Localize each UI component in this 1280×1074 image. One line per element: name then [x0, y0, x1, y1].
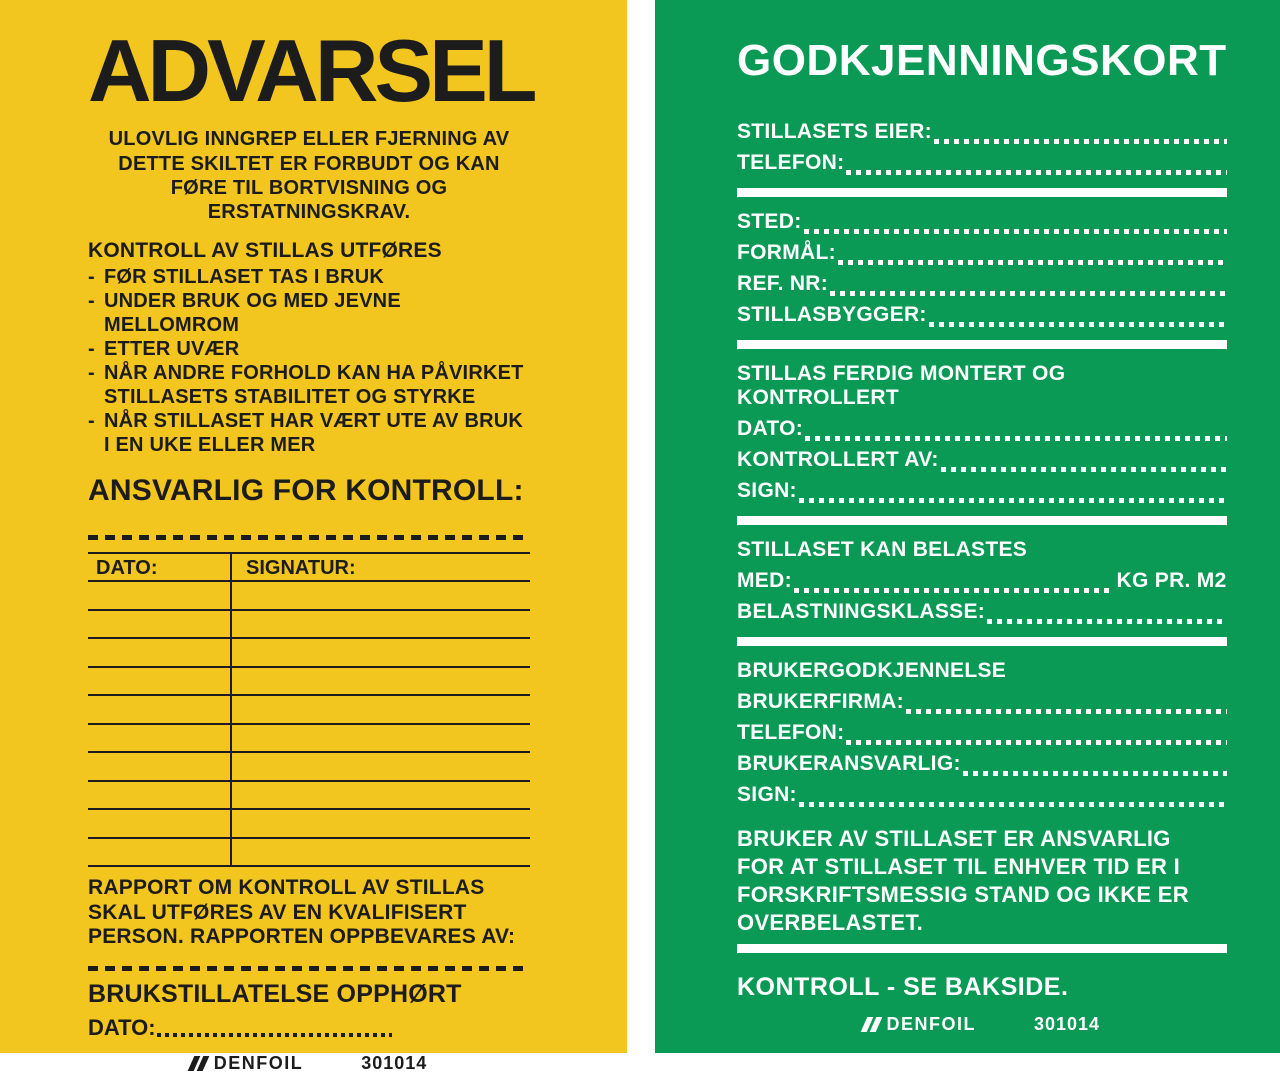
list-bullet: -: [88, 409, 95, 432]
form-field-owner: [737, 120, 1227, 151]
field-label: SIGN:: [737, 783, 797, 806]
permit-date-field: [88, 1015, 530, 1041]
denfoil-logo: [191, 1053, 304, 1074]
form-field-date: [737, 417, 1227, 448]
date-cell: [88, 611, 232, 638]
table-row: [88, 839, 530, 868]
brand-row: [737, 1014, 1227, 1035]
load-unit-label: KG PR. M2: [1116, 569, 1227, 592]
brand-name: DENFOIL: [886, 1013, 976, 1034]
list-item-text: NÅR STILLASET HAR VÆRT UTE AV BRUK I EN UKE ELLER MER: [104, 409, 524, 456]
control-heading: KONTROLL AV STILLAS UTFØRES: [88, 238, 442, 262]
signature-cell: [232, 782, 530, 809]
field-label: STILLASETS EIER:: [737, 120, 932, 143]
date-cell: [88, 725, 232, 752]
owner-section: [737, 120, 1227, 182]
form-field-sign: [737, 479, 1227, 510]
product-code: 301014: [1034, 1013, 1101, 1034]
form-field-load-class: [737, 600, 1227, 631]
fill-in-dotted-leader: [987, 619, 1227, 624]
approval-title: GODKJENNINGSKORT: [737, 36, 1227, 85]
field-label: STILLASBYGGER:: [737, 303, 927, 326]
column-header-date: DATO:: [88, 554, 232, 581]
form-field-place: [737, 210, 1227, 241]
table-row: [88, 611, 530, 640]
fill-in-dotted-leader: [846, 170, 1226, 175]
date-cell: [88, 582, 232, 609]
list-item-text: FØR STILLASET TAS I BRUK: [104, 265, 384, 288]
signature-cell: [232, 639, 530, 666]
field-label: STED:: [737, 210, 802, 233]
date-cell: [88, 810, 232, 837]
list-item: [88, 265, 530, 289]
date-cell: [88, 839, 232, 866]
list-item: [88, 409, 530, 457]
field-label: SIGN:: [737, 479, 797, 502]
table-row: [88, 782, 530, 811]
fill-in-dotted-leader: [941, 467, 1227, 472]
table-row: [88, 696, 530, 725]
approval-card: [655, 0, 1280, 1053]
field-label: FORMÅL:: [737, 241, 836, 264]
product-code: 301014: [361, 1052, 428, 1073]
date-cell: [88, 753, 232, 780]
date-cell: [88, 696, 232, 723]
date-label: DATO:: [88, 1014, 156, 1040]
section-heading: STILLAS FERDIG MONTERT OG KONTROLLERT: [737, 362, 1066, 409]
signature-cell: [232, 611, 530, 638]
date-cell: [88, 639, 232, 666]
form-field-controlled-by: [737, 448, 1227, 479]
section-divider: [737, 944, 1227, 953]
section-heading: BRUKERGODKJENNELSE: [737, 659, 1007, 682]
list-bullet: -: [88, 361, 95, 384]
signature-cell: [232, 582, 530, 609]
field-label: BRUKERANSVARLIG:: [737, 752, 961, 775]
site-section: [737, 210, 1227, 334]
field-label: BRUKERFIRMA:: [737, 690, 904, 713]
field-label: BELASTNINGSKLASSE:: [737, 600, 986, 623]
form-field-phone: [737, 151, 1227, 182]
load-section: [737, 538, 1227, 631]
form-field-load: [737, 569, 1227, 600]
list-item-text: UNDER BRUK OG MED JEVNE MELLOMROM: [104, 289, 401, 336]
list-bullet: -: [88, 289, 95, 312]
card-gutter: [627, 0, 655, 1053]
fill-in-dotted-leader: [805, 436, 1227, 441]
table-row: [88, 753, 530, 782]
signature-cell: [232, 725, 530, 752]
table-header-row: [88, 554, 530, 583]
control-checklist: [88, 265, 530, 457]
list-item: [88, 289, 530, 337]
field-label: DATO:: [737, 417, 804, 440]
signature-cell: [232, 753, 530, 780]
date-cell: [88, 668, 232, 695]
table-row: [88, 639, 530, 668]
fill-in-dotted-leader: [934, 139, 1227, 144]
list-bullet: -: [88, 265, 95, 288]
fill-in-dotted-leader: [846, 740, 1226, 745]
report-note: RAPPORT OM KONTROLL AV STILLAS SKAL UTFØRES AV EN KVALIFISERT PERSON. RAPPORTEN OPPBEVARES AV:: [88, 876, 516, 949]
brand-name: DENFOIL: [213, 1052, 304, 1073]
denfoil-slashes-icon: [191, 1056, 209, 1071]
form-field-user-phone: [737, 721, 1227, 752]
signature-cell: [232, 696, 530, 723]
see-backside-note: KONTROLL - SE BAKSIDE.: [737, 972, 1069, 1001]
fill-in-dotted-leader: [157, 1033, 392, 1037]
warning-intro-text: ULOVLIG INNGREP ELLER FJERNING AV DETTE SKILTET ER FORBUDT OG KAN FØRE TIL BORTVISNING OG ERSTATNINGSKRAV.: [108, 128, 510, 224]
fill-in-dotted-leader: [906, 709, 1227, 714]
signature-cell: [232, 839, 530, 866]
brand-row: [88, 1053, 530, 1074]
form-field-purpose: [737, 241, 1227, 272]
section-divider: [737, 340, 1227, 349]
signature-cell: [232, 810, 530, 837]
field-label: TELEFON:: [737, 721, 845, 744]
fill-in-dotted-leader: [838, 260, 1227, 265]
warning-card: [0, 0, 627, 1073]
fill-in-dotted-leader: [963, 771, 1227, 776]
section-divider: [737, 516, 1227, 525]
denfoil-slashes-icon: [864, 1017, 882, 1032]
fill-in-dotted-leader: [830, 291, 1227, 296]
list-item-text: ETTER UVÆR: [104, 337, 240, 360]
section-divider: [737, 637, 1227, 646]
form-field-user-sign: [737, 783, 1227, 814]
mounted-controlled-section: [737, 362, 1227, 510]
field-label: MED:: [737, 569, 792, 592]
table-row: [88, 810, 530, 839]
warning-title: ADVARSEL: [88, 21, 534, 120]
table-row: [88, 725, 530, 754]
form-field-user-company: [737, 690, 1227, 721]
field-label: REF. NR:: [737, 272, 829, 295]
fill-in-dotted-leader: [929, 322, 1227, 327]
responsible-heading: ANSVARLIG FOR KONTROLL:: [88, 473, 524, 507]
control-log-table: [88, 552, 530, 868]
list-item: [88, 361, 530, 409]
signature-cell: [232, 668, 530, 695]
form-field-builder: [737, 303, 1227, 334]
field-label: KONTROLLERT AV:: [737, 448, 939, 471]
form-field-user-responsible: [737, 752, 1227, 783]
fill-in-dashed-line: [88, 535, 530, 540]
fill-in-dotted-leader: [794, 588, 1111, 593]
list-bullet: -: [88, 337, 95, 360]
date-cell: [88, 782, 232, 809]
section-heading: STILLASET KAN BELASTES: [737, 538, 1028, 561]
column-header-signature: SIGNATUR:: [246, 556, 356, 579]
field-label: TELEFON:: [737, 151, 845, 174]
table-row: [88, 668, 530, 697]
list-item-text: NÅR ANDRE FORHOLD KAN HA PÅVIRKET STILLASETS STABILITET OG STYRKE: [104, 361, 524, 408]
permit-expired-heading: BRUKSTILLATELSE OPPHØRT: [88, 979, 462, 1008]
fill-in-dotted-leader: [799, 498, 1227, 503]
fill-in-dashed-line: [88, 966, 530, 971]
form-field-ref-nr: [737, 272, 1227, 303]
fill-in-dotted-leader: [804, 229, 1227, 234]
list-item: [88, 337, 530, 361]
table-row: [88, 582, 530, 611]
denfoil-logo: [864, 1014, 977, 1035]
user-responsibility-note: BRUKER AV STILLASET ER ANSVARLIG FOR AT STILLASET TIL ENHVER TID ER I FORSKRIFTSMESSIG STAND OG IKKE ER OVERBELASTET.: [737, 826, 1189, 936]
fill-in-dotted-leader: [799, 802, 1227, 807]
user-approval-section: [737, 659, 1227, 814]
section-divider: [737, 188, 1227, 197]
